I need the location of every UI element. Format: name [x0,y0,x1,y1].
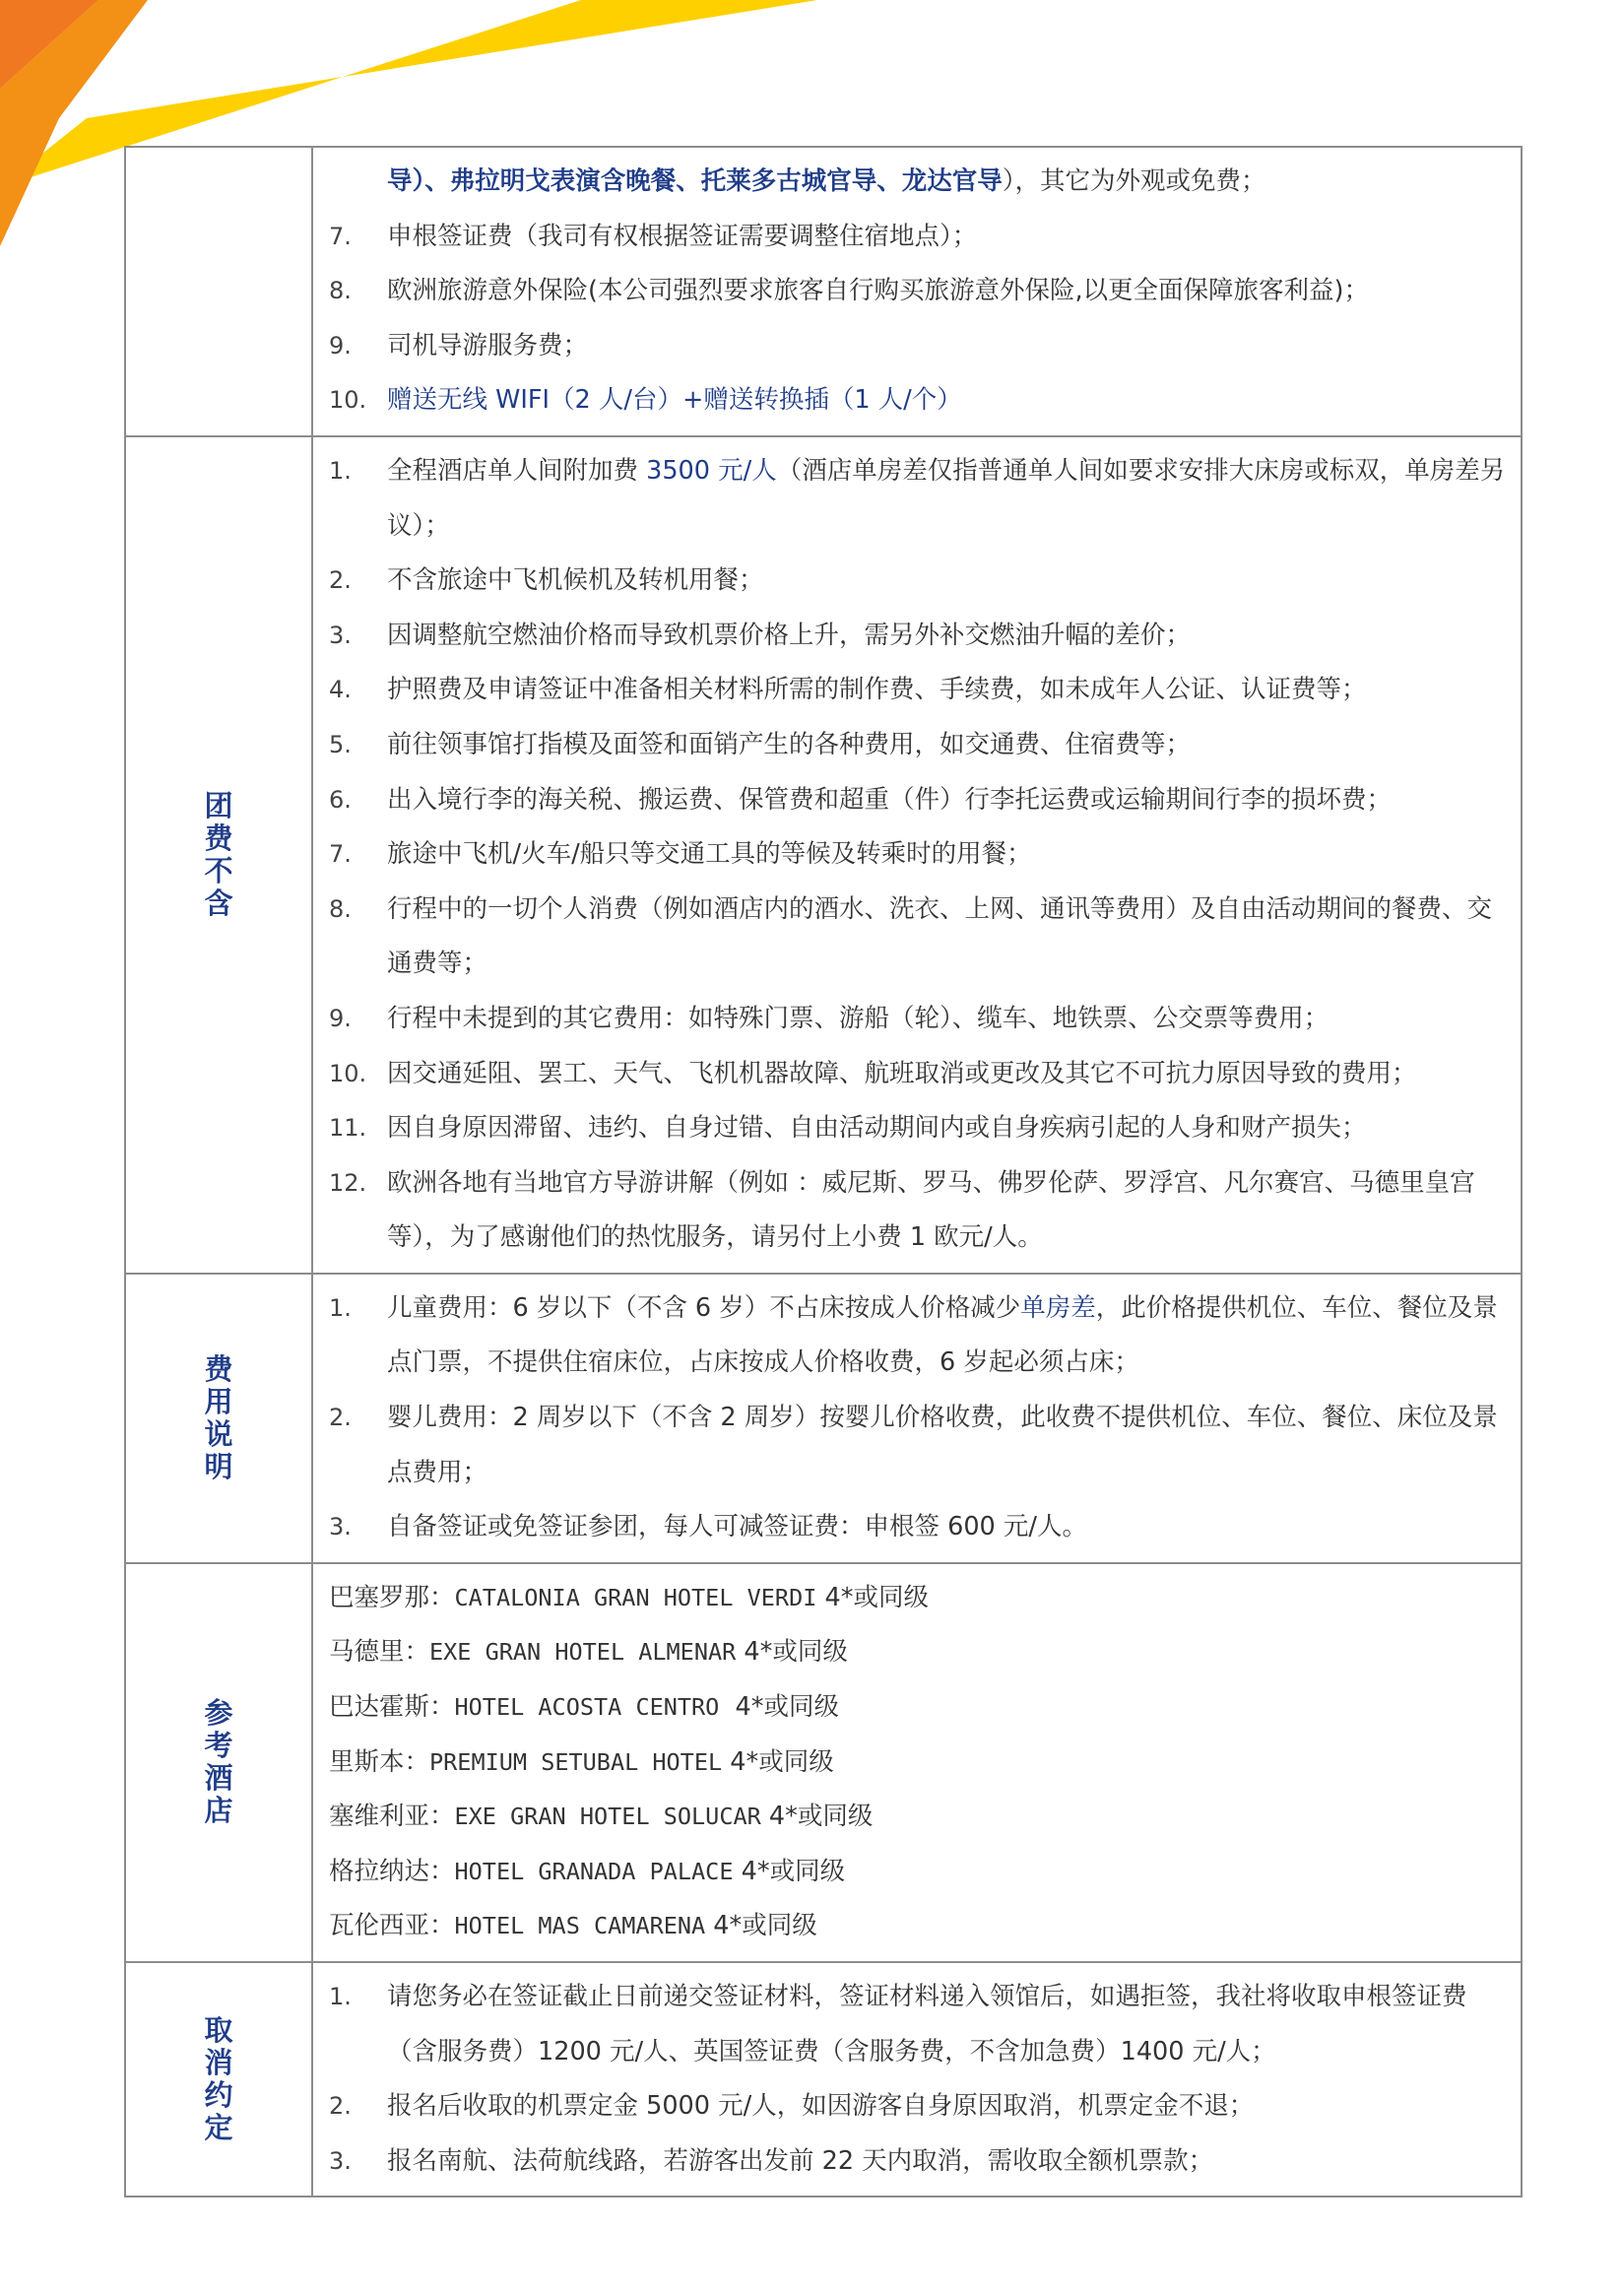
list-item [313,1156,1513,1266]
section-label-cell [125,1274,312,1563]
list-item [313,155,1513,210]
section-label: 取消约定 [204,2013,233,2145]
hotel-grade: 4*或同级 [736,1637,848,1668]
hotel-name: CATALONIA GRAN HOTEL VERDI [454,1583,817,1611]
hotel-item [313,1899,1513,1954]
hotel-grade: 4*或同级 [719,1692,840,1723]
hotel-city: 里斯本： [329,1746,430,1777]
item-text: 自备签证或免签证参团，每人可减签证费：申根签 600 元/人。 [387,1512,1087,1542]
list-item [313,373,1513,428]
list-item [313,827,1513,883]
item-number: 1. [329,1293,352,1322]
section-content [312,1274,1522,1563]
item-number: 2. [329,2092,352,2121]
hotel-item [313,1736,1513,1791]
section-label: 费用说明 [204,1351,233,1483]
hotel-grade: 4*或同级 [760,1802,874,1832]
hotel-item [313,1571,1513,1626]
hotel-city: 瓦伦西亚： [329,1911,455,1941]
item-text: 因调整航空燃油价格而导致机票价格上升，需另外补交燃油升幅的差价； [387,620,1192,650]
section-content [312,147,1522,436]
list-item [313,554,1513,609]
section-label: 参考酒店 [204,1696,233,1828]
hotel-name: HOTEL MAS CAMARENA [454,1912,706,1940]
item-text: 出入境行李的海关税、搬运费、保管费和超重（件）行李托运费或运输期间行李的损坏费； [387,784,1393,815]
list-item [313,992,1513,1047]
list-item [313,663,1513,718]
hotel-item [313,1625,1513,1680]
item-number: 6. [329,785,352,814]
hotel-name: EXE GRAN HOTEL ALMENAR [429,1638,737,1667]
hotel-grade: 4*或同级 [722,1746,834,1777]
item-text: 因自身原因滞留、违约、自身过错、自由活动期间内或自身疾病引起的人身和财产损失； [387,1113,1367,1144]
section-content [312,436,1522,1274]
section-label-cell [125,436,312,1274]
fee-included-continued-row [125,147,1522,436]
item-text: 司机导游服务费； [387,330,589,361]
section-label-cell [125,147,312,436]
hotel-item [313,1680,1513,1736]
item-number: 1. [329,1983,352,2010]
item-number: 11. [329,1114,367,1143]
itinerary-table [124,146,1523,2198]
list-item [313,1047,1513,1102]
item-number: 1. [329,456,352,485]
item-number: 7. [329,222,352,250]
fee-notes-row [125,1274,1522,1563]
cancellation-row [125,1962,1522,2197]
section-label: 团费不含 [204,788,233,920]
list-item [313,444,1513,554]
section-label-cell [125,1563,312,1962]
item-text: 行程中未提到的其它费用：如特殊门票、游船（轮）、缆车、地铁票、公交票等费用； [387,1003,1329,1033]
list-item [313,1970,1513,2079]
reference-hotels-row [125,1563,1522,1962]
hotel-name: HOTEL GRANADA PALACE [454,1857,734,1885]
hotel-grade: 4*或同级 [705,1911,817,1941]
hotel-name: EXE GRAN HOTEL SOLUCAR [454,1803,761,1831]
item-text: 报名后收取的机票定金 5000 元/人，如因游客自身原因取消，机票定金不退； [387,2091,1255,2122]
section-content [312,1962,1522,2197]
item-text: 欧洲旅游意外保险(本公司强烈要求旅客自行购买旅游意外保险,以更全面保障旅客利益)； [387,276,1370,306]
item-text: 旅途中飞机/火车/船只等交通工具的等候及转乘时的用餐； [387,839,1032,870]
item-text: 前往领事馆打指模及面签和面销产生的各种费用，如交通费、住宿费等； [387,729,1192,759]
item-text: 请您务必在签证截止日前递交签证材料，签证材料递入领馆后，如遇拒签，我社将收取申根签证费（含服务费）1200 元/人、英国签证费（含服务费，不含加急费）1400 元/人； [387,1982,1467,2066]
list-item [313,1281,1513,1391]
item-text: 婴儿费用：2 周岁以下（不含 2 周岁）按婴儿价格收费，此收费不提供机位、车位、餐位、床位及景点费用； [387,1403,1498,1487]
hotel-city: 格拉纳达： [329,1856,455,1886]
item-text: 不含旅途中飞机候机及转机用餐； [387,565,764,596]
list-item [313,319,1513,374]
hotel-city: 塞维利亚： [329,1802,455,1832]
item-text: 儿童费用：6 岁以下（不含 6 岁）不占床按成人价格减少 [387,1292,1021,1323]
item-number: 9. [329,331,352,360]
item-text: 申根签证费（我司有权根据签证需要调整住宿地点）； [387,221,978,251]
hotel-grade: 4*或同级 [816,1582,929,1612]
list-item [313,609,1513,664]
hotel-city: 巴达霍斯： [329,1692,455,1723]
list-item [313,1500,1513,1555]
item-text: 全程酒店单人间附加费 [387,455,647,486]
item-number: 3. [329,621,352,649]
item-text: 单房差 [1020,1292,1096,1323]
item-text: ），其它为外观或免费； [1002,166,1266,196]
item-number: 8. [329,894,352,923]
item-number: 3. [329,1513,352,1542]
list-item [313,2134,1513,2190]
item-text: 行程中的一切个人消费（例如酒店内的酒水、洗衣、上网、通讯等费用）及自由活动期间的餐费、交通费等； [387,893,1493,979]
item-text: 赠送无线 WIFI（2 人/台）+赠送转换插（1 人/个） [387,385,962,416]
hotel-city: 马德里： [329,1637,430,1668]
item-number: 8. [329,277,352,305]
item-number: 5. [329,730,352,758]
list-item [313,2079,1513,2134]
item-number: 10. [329,1059,367,1087]
list-item [313,1391,1513,1500]
list-item [313,718,1513,773]
item-text: 报名南航、法荷航线路，若游客出发前 22 天内取消，需收取全额机票款； [387,2145,1214,2176]
section-label-cell [125,1962,312,2197]
item-number: 4. [329,676,352,704]
item-number: 2. [329,1404,352,1432]
item-number: 2. [329,566,352,595]
hotel-item [313,1790,1513,1845]
hotel-city: 巴塞罗那： [329,1582,455,1612]
item-number: 10. [329,386,367,415]
list-item [313,264,1513,319]
item-number: 12. [329,1168,367,1197]
list-item [313,1101,1513,1156]
hotel-name: PREMIUM SETUBAL HOTEL [429,1747,723,1776]
hotel-name: HOTEL ACOSTA CENTRO [454,1693,720,1722]
list-item [313,773,1513,828]
hotel-item [313,1845,1513,1900]
item-text: 导）、弗拉明戈表演含晚餐、托莱多古城官导、龙达官导 [387,166,1003,196]
list-item [313,883,1513,992]
item-text: 护照费及申请签证中准备相关材料所需的制作费、手续费，如未成年人公证、认证费等； [387,675,1367,705]
item-text: （酒店单房差仅指普通单人间如要求安排大床房或标双，单房差另议）； [387,455,1506,541]
item-text: 因交通延阻、罢工、天气、飞机机器故障、航班取消或更改及其它不可抗力原因导致的费用； [387,1058,1417,1088]
fee-excluded-row [125,436,1522,1274]
item-text: 3500 元/人 [646,455,777,486]
item-number: 9. [329,1004,352,1032]
item-number: 3. [329,2146,352,2175]
item-number: 7. [329,840,352,869]
item-text: 欧洲各地有当地官方导游讲解（例如 ：威尼斯、罗马、佛罗伦萨、罗浮宫、凡尔赛宫、马德里皇宫等），为了感谢他们的热忱服务，请另付上小费 1 欧元/人。 [387,1167,1475,1253]
hotel-grade: 4*或同级 [733,1856,846,1886]
item-text: ，此价格提供机位、车位、餐位及景点门票，不提供住宿床位，占床按成人价格收费，6 岁起必须占床； [387,1292,1498,1378]
list-item [313,210,1513,265]
hotel-list [312,1563,1522,1962]
